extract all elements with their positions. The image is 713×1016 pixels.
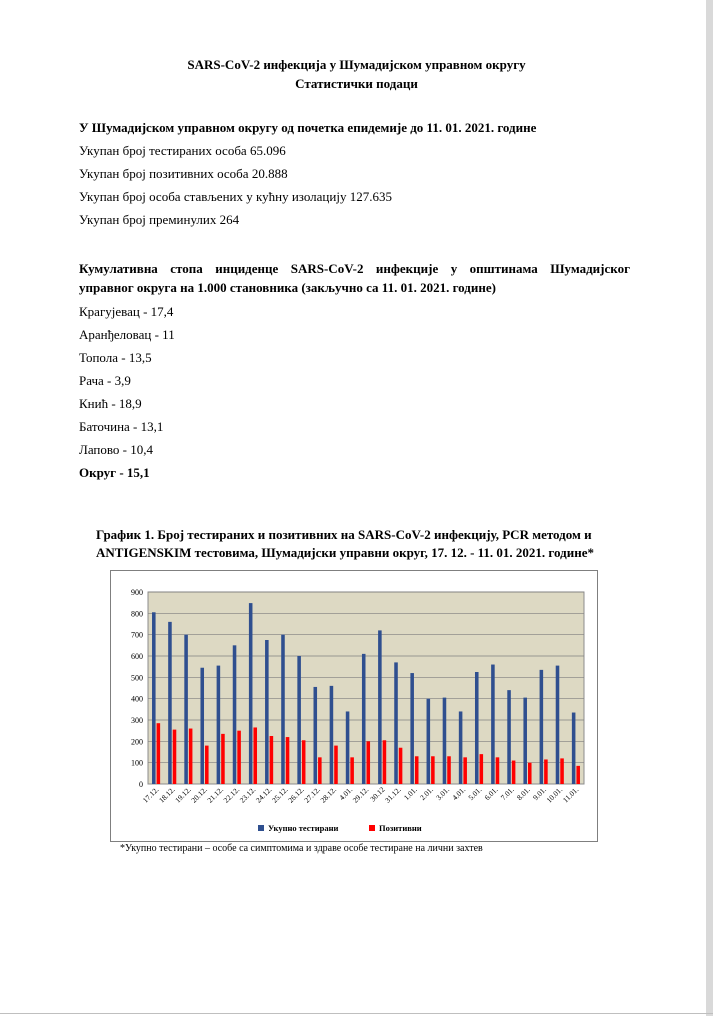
bar-positive (415, 756, 419, 784)
x-tick-label: 29.12. (350, 785, 371, 805)
x-tick-label: 23.12. (237, 785, 258, 805)
y-tick-label: 200 (131, 737, 143, 747)
x-tick-label: 27.12. (302, 785, 322, 805)
bar-tested (394, 662, 398, 784)
incidence-knic: Кнић - 18,9 (79, 396, 142, 411)
chart-caption (96, 526, 616, 562)
bar-positive (350, 757, 354, 784)
bar-positive (237, 731, 241, 784)
chart-caption-line1: График 1. Број тестираних и позитивних на SARS-CoV-2 инфекцију, PCR методом и (96, 527, 592, 542)
chart-footnote: *Укупно тестирани – особе са симптомима и здраве особе тестиране на лични захтев (120, 843, 483, 854)
x-tick-label: 19.12. (173, 785, 193, 805)
x-tick-label: 5.01. (466, 785, 484, 803)
bar-tested (410, 673, 414, 784)
bar-tested (249, 603, 253, 784)
incidence-heading-line2: управног округа на 1.000 становника (закључно са 11. 01. 2021. године) (79, 280, 496, 295)
x-tick-label: 10.01. (544, 785, 565, 805)
x-tick-label: 18.12. (157, 785, 177, 805)
y-tick-label: 700 (131, 630, 143, 640)
x-tick-label: 31.12. (383, 785, 403, 805)
bar-tested (346, 711, 350, 784)
bar-positive (383, 740, 387, 784)
x-tick-label: 17.12. (140, 785, 161, 805)
summary-deaths: Укупан број преминулих 264 (79, 212, 240, 227)
bar-positive (173, 730, 177, 784)
bar-tested (314, 687, 318, 784)
summary-heading: У Шумадијском управном округу од почетка епидемије до 11. 01. 2021. године (79, 120, 537, 135)
y-tick-label: 0 (139, 780, 143, 789)
bar-positive (576, 766, 580, 784)
x-tick-label: 9.01. (531, 785, 549, 803)
legend-label-positive: Позитивни (379, 823, 422, 833)
incidence-arandjelovac: Аранђеловац - 11 (79, 327, 175, 342)
bar-positive (157, 723, 161, 784)
bar-positive (399, 748, 403, 784)
y-tick-label: 800 (131, 609, 143, 619)
x-tick-label: 4.01. (337, 785, 355, 803)
y-tick-label: 600 (131, 652, 143, 661)
x-tick-label: 25.12. (270, 785, 290, 805)
x-tick-label: 28.12. (318, 785, 339, 805)
bar-tested (540, 670, 544, 784)
plot-area (148, 592, 584, 784)
chart-caption-line2: ANTIGENSKIM тестовима, Шумадијски управни округ, 17. 12. - 11. 01. 2021. године* (96, 545, 594, 560)
bar-positive (270, 736, 274, 784)
bar-tested (523, 698, 527, 784)
bar-positive (253, 727, 257, 784)
legend-swatch-tested (258, 825, 264, 831)
bar-positive (463, 757, 467, 784)
x-tick-label: 8.01. (514, 785, 532, 803)
bar-positive (302, 740, 306, 784)
bar-tested (330, 686, 334, 784)
y-tick-label: 100 (131, 758, 143, 768)
bar-chart (110, 570, 598, 842)
x-tick-label: 1.01. (401, 785, 419, 803)
incidence-topola: Топола - 13,5 (79, 350, 152, 365)
bar-positive (318, 757, 322, 784)
x-tick-label: 26.12. (286, 785, 306, 805)
bar-tested (572, 713, 576, 784)
x-tick-label: 3.01. (434, 785, 452, 803)
x-tick-label: 21.12. (205, 785, 226, 805)
incidence-total: Округ - 15,1 (79, 465, 150, 480)
bar-positive (221, 734, 225, 784)
bar-tested (233, 645, 237, 784)
incidence-heading (79, 259, 630, 297)
bar-tested (459, 711, 463, 784)
bar-positive (480, 754, 484, 784)
incidence-batocina: Баточина - 13,1 (79, 419, 164, 434)
y-tick-label: 500 (131, 673, 143, 683)
bar-tested (491, 665, 495, 784)
bar-tested (184, 635, 188, 784)
incidence-kragujevac: Крагујевац - 17,4 (79, 304, 174, 319)
bar-positive (431, 756, 435, 784)
bar-tested (556, 666, 560, 784)
bar-tested (281, 635, 285, 784)
y-tick-label: 900 (131, 588, 143, 597)
x-tick-label: 4.01. (450, 785, 468, 803)
bar-tested (297, 656, 301, 784)
bar-tested (265, 640, 269, 784)
bar-positive (512, 761, 516, 784)
incidence-raca: Рача - 3,9 (79, 373, 131, 388)
bar-tested (443, 698, 447, 784)
bar-positive (189, 729, 193, 784)
x-tick-label: 20.12. (189, 785, 209, 805)
bar-tested (475, 672, 479, 784)
bar-positive (367, 741, 371, 784)
y-tick-label: 300 (131, 716, 143, 725)
bar-tested (152, 612, 156, 784)
bar-tested (427, 699, 431, 784)
bar-positive (496, 757, 500, 784)
incidence-lapovo: Лапово - 10,4 (79, 442, 154, 457)
page-bottom-rule (0, 1013, 713, 1014)
page-edge (706, 0, 713, 1016)
incidence-heading-line1: Кумулативна стопа инциденце SARS-CoV-2 инфекције у општинама Шумадијског (79, 261, 630, 276)
x-tick-label: 7.01. (498, 785, 516, 803)
document-subtitle: Статистички подаци (295, 76, 418, 91)
bar-tested (507, 690, 511, 784)
document-title: SARS-CoV-2 инфекција у Шумадијском управном округу (187, 57, 526, 72)
y-tick-label: 400 (131, 694, 143, 704)
x-tick-label: 11.01. (560, 785, 581, 805)
x-tick-label: 6.01. (482, 785, 500, 803)
bar-tested (362, 654, 366, 784)
x-tick-label: 30.12 (368, 785, 387, 804)
x-tick-label: 24.12. (253, 785, 274, 805)
bar-positive (447, 756, 451, 784)
bar-tested (217, 666, 221, 784)
bar-positive (544, 759, 548, 784)
bar-positive (286, 737, 290, 784)
bar-positive (334, 746, 338, 784)
bar-positive (528, 763, 532, 784)
x-tick-label: 22.12. (221, 785, 242, 805)
bar-tested (378, 630, 382, 784)
summary-positive: Укупан број позитивних особа 20.888 (79, 166, 288, 181)
bar-tested (168, 622, 172, 784)
bar-positive (560, 758, 564, 784)
bar-tested (200, 668, 204, 784)
legend-swatch-positive (369, 825, 375, 831)
summary-tested: Укупан број тестираних особа 65.096 (79, 143, 286, 158)
legend-label-tested: Укупно тестирани (268, 823, 339, 833)
bar-positive (205, 746, 209, 784)
summary-isolation: Укупан број особа стављених у кућну изолацију 127.635 (79, 189, 392, 204)
x-tick-label: 2.01. (418, 785, 436, 803)
